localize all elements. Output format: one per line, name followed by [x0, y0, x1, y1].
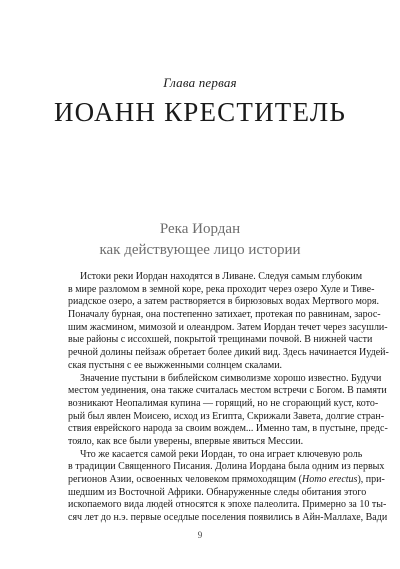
- text-line: ствия еврейского народа за своим вождем... Именно там, в пустыне, предс-: [68, 423, 388, 435]
- text-line: сяч лет до н.э. первые оседлые поселения появились в Айн-Маллахе, Вади: [68, 512, 388, 524]
- text-line: ская пустыня с ее выжженными солнцем скалами.: [68, 359, 283, 371]
- text-line: тояло, как все были уверены, впервые явиться Мессии.: [68, 435, 304, 447]
- text-line: в мире разломом в земной коре, река проходит через озеро Хуле и Тиве-: [68, 283, 375, 295]
- body-text: [68, 271, 389, 525]
- section-heading-line-2: как действующее лицо истории: [99, 242, 301, 258]
- chapter-title: ИОАНН КРЕСТИТЕЛЬ: [53, 97, 347, 127]
- text-line: шедшим из Восточной Африки. Обнаруженные следы обитания этого: [68, 486, 367, 498]
- text-line: ископаемого вида людей относятся к эпохе палеолита. Примерно за 10 ты-: [68, 499, 387, 511]
- section-heading: [0, 219, 400, 261]
- text-line: Истоки реки Иордан находятся в Ливане. Следуя самым глубоким: [80, 271, 363, 282]
- text-line: шим жасмином, мимозой и олеандром. Затем Иордан течет через засушли-: [68, 321, 388, 333]
- text-line-with-italic: [68, 474, 385, 487]
- text-line: Что же касается самой реки Иордан, то она играет ключевую роль: [80, 448, 363, 460]
- text-fragment: регионов Азии, освоенных человеком прямоходящим (: [68, 474, 302, 485]
- text-fragment: ), при-: [357, 474, 385, 485]
- chapter-label: Глава первая: [163, 75, 237, 90]
- text-line: вые районы с иссохшей, покрытой трещинами почвой. В нижней части: [68, 334, 373, 346]
- text-line: местом уединения, она также считалась местом встречи с Богом. В памяти: [68, 385, 387, 397]
- text-line: Поначалу бурная, она постепенно затихает, протекая по равнинам, зарос-: [68, 309, 381, 321]
- text-line: в традиции Священного Писания. Долина Иордана была одним из первых: [68, 461, 385, 473]
- text-line: Значение пустыни в библейском символизме хорошо известно. Будучи: [80, 372, 382, 384]
- section-heading-line-1: Река Иордан: [159, 221, 241, 237]
- text-line: рый был явлен Моисею, исход из Египта, Скрижали Завета, долгие стран-: [68, 410, 385, 422]
- page-number: 9: [197, 530, 203, 540]
- text-line: возникают Неопалимая купина — горящий, но не сгорающий куст, кото-: [68, 397, 379, 409]
- italic-term: Homo erectus: [301, 474, 358, 485]
- text-line: речной долины пейзаж обретает более дикий вид. Здесь начинается Иудей-: [68, 347, 389, 359]
- text-line: риадское озеро, а затем растворяется в бирюзовых водах Мертвого моря.: [68, 296, 380, 308]
